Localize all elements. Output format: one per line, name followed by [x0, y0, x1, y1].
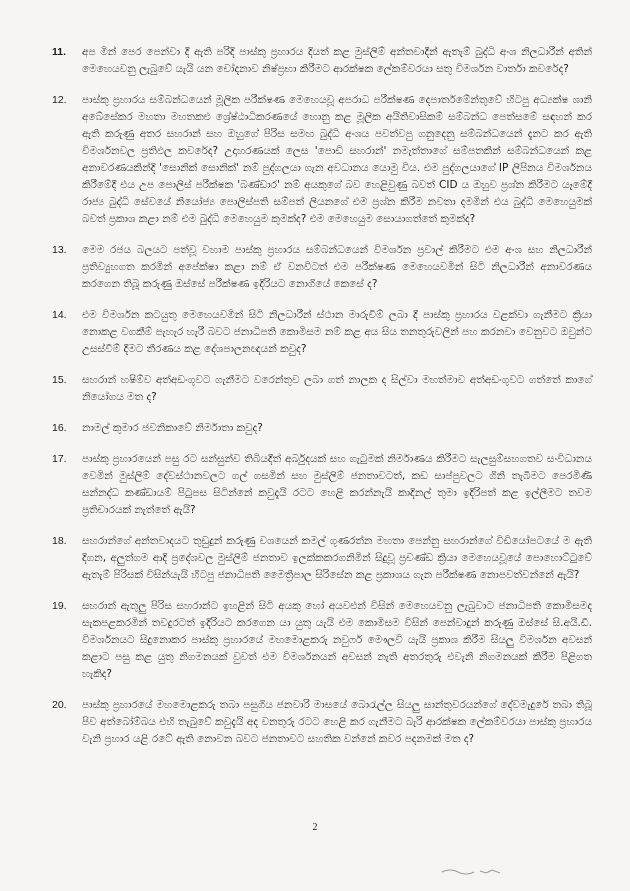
- question-item: [52, 242, 592, 293]
- scan-artifact-mark: [440, 866, 510, 876]
- question-text: පාස්කු ප්‍රහාරයේ මහමොළකරු තබා පසුගිය ජනවාරි මාසයේ බොරැල්ල සියලු සාන්තුවරයන්ගේ දේවමැදුරේ තබා තිබූ පිව අත්බෝම්බය එහි තැබුවේ කවුදැයි අද වනතුරු රටට හෙළි කර ගැනීමට බැරි ආරක්ෂක ලේකම්වරයා පාස්කු ප්‍රහාරය වැනි ප්‍රහාර යළි රටේ ඇති නොවන බවට ජනතාවට සහතික වන්නේ කවර පදනමක් මත ද?: [82, 699, 592, 745]
- question-number: 19.: [52, 600, 67, 612]
- question-text: එම විමර්ශන කටයුතු මෙහෙයවමින් සිටි නිලධාරීන් ස්ථාන මාරුවීම් ලබා දී පාස්කු ප්‍රහාරය වළක්වා ගැනීමට ක්‍රියා නොකළ වගකීම් පැහැර හැරී බවට ජනාධිපති කොමිසම නම් කළ අය සිය තනතුරුවලින් පහ කරනවා වෙනුවට ඔවුන්ට උසස්වීම් දීමට තීරණය කළ දේශපාලනඥයන් කවුද?: [82, 309, 592, 355]
- question-number: 17.: [52, 453, 67, 465]
- question-item: [52, 451, 592, 519]
- question-text: මෙම රජය බලයට පත්වූ වහාම පාස්කු ප්‍රහාරය සම්බන්ධයෙන් විමර්ශන ප්‍රවාල් කිරීමට එම අංශ සහ නිලධාරීන් ප්‍රතිව්‍යුහගත කරමින් අපේක්ෂා කළා නම් ඒ වනවිටත් එම පරීක්ෂණ මෙහෙයවමින් සිටි නිලධාරීන් අනාවරණය කරගෙන තිබූ කරුණු ඔස්සේ පරීක්ෂණ ඉදිරියට නොගියේ කෙසේ ද?: [82, 244, 592, 290]
- question-number: 13.: [52, 244, 67, 256]
- question-item: [52, 697, 592, 748]
- question-number: 15.: [52, 374, 67, 386]
- question-item: [52, 92, 592, 228]
- question-item: [52, 372, 592, 406]
- question-text: සහරාන් හෂිම්ව අත්අඩංගුවට ගැනීමට වරෙන්තුව ලබා ගත් නාලක ද සිල්වා මහත්මාව අත්අඩංගුවට ගත්තේ කාගේ නියෝගය මත ද?: [82, 374, 592, 403]
- question-number: 20.: [52, 699, 67, 711]
- question-item: [52, 44, 592, 78]
- page-number: 2: [312, 822, 318, 833]
- question-number: 18.: [52, 535, 67, 547]
- question-text: සහරාන් ඇතුලු පිරිස සහරාන්ට ඉහළින් සිටි අයකු හෝ අයවළුන් විසින් මෙහෙයවනු ලැබුවාට ජනාධිපති කොමිසමද සැකපළකරමින් තවදුරටත් ඉදිරියට කරගෙන යා යුතු යැයි එම කොමිසම විසින් පෙන්වාදුන් කරුණු ඔස්සේ සි.අයි.ඩී. විමර්ශනයට සිදුනොකර පාස්කු ප්‍රහාරයේ මහමොළකරු නවුෆර් මෞලවි යැයි ප්‍රකාශ කිරීම සියලු විමර්ශන අවසන් කළාට පසු කළ යුතු නිගමනයක් වුවත් එම විමර්ශනයන් අවසන් නැති අතරතුරු එවැනි නිගමනයක් කිරීම පිළිගත හැකිද?: [82, 600, 592, 680]
- question-number: 14.: [52, 309, 67, 321]
- question-text: නාමල් කුමාර ජවනිකාවේ නිර්මාතා කවුද?: [82, 422, 263, 434]
- question-item: [52, 533, 592, 584]
- question-item: [52, 598, 592, 683]
- question-number: 16.: [52, 422, 67, 434]
- question-text: සහරාන්ගේ අන්තවාදයට තුඩුදුන් කරුණු වශයෙන් කමල් ගුණරත්න මහතා පෙන්නු සහරාන්ගේ විඩියෝපටයේ ම ඇති දිගන, අලුත්ගම ආදි ප්‍රදේශවල මුස්ලිම් ජනතාව ඉලක්කකරගනිමින් සිදුවූ ප්‍රචණ්ඩ ක්‍රියා මෙහෙයවූයේ පොහොට්ටුවේ ඇතැම් පිරිසක් විසින්යැයි හිටපු ජනාධිපති මෛත්‍රිපාල සිරිසේන කළ ප්‍රකාශය ගැන පරීක්ෂණ නොපවත්වන්නේ ඇයි?: [82, 535, 592, 581]
- question-list: [52, 44, 592, 762]
- question-number: 12.: [52, 94, 67, 106]
- question-item: [52, 420, 592, 437]
- question-text: අප මින් පෙර පෙන්වා දී ඇති පරිදි පාස්කු ප්‍රහාරය දියත් කළ මුස්ලිම් අන්තවාදීන් ඇතැම් බුද්ධි අංශ නිලධාරීන් අතින් මෙහෙයවනු ලැබුවේ යැයි යන චෝදනාව නිෂ්ප්‍රභා කිරීමට ආරක්ෂක ලේකම්වරයා සතු විමර්ශන වාර්තා කවරේද?: [82, 46, 592, 75]
- question-item: [52, 307, 592, 358]
- question-number: 11.: [52, 46, 67, 58]
- question-text: පාස්කු ප්‍රහාරයෙන් පසු රට සන්සුන්ව තිබියදීත් අර්බුදයක් සහ ගැටුමක් නිර්මාණය කිරීමට සැලසුම්සහගතව සංවිධානය වෙමින් මුස්ලිම් දේවස්ථානවලට ගල් ගසමින් සහ මුස්ලිම් ජනතාවටත්, කඩ සාප්පුවලට ගිනි තැබීමට පෙරමිණි සන්නද්ධ කණ්ඩායම් පිටුපස සිටින්නේ කවුදැයි රටට හෙළි කරන්නැයි කාදිනල් තුමා ඉදිරිපත් කළ ඉල්ලීමට තවම ප්‍රතිචාරයක් නැත්තේ ඇයි?: [82, 453, 592, 516]
- question-text: පාස්කු ප්‍රහාරය සම්බන්ධයෙන් මූලික පරීක්ෂණ මෙහෙයවූ අපරාධ පරීක්ෂණ දෙපාර්තමේන්තුවේ හිටපු අධ්‍යක්ෂ ශානි අබේසේකර මහතා මහතකළු ශ්‍රේෂ්ඨාධිකරණයේ හොනු කළ මූලික අයිතිවාසිකම් සම්බන්ධ පෙත්සමේ සඳහන් කර ඇති කරුණු අතර සහරාන් සහ ඔහුගේ පිරිස සමඟ බුද්ධි අංශය පවත්වපු ගනුදෙනු සම්බන්ධයෙන් දැනට කර ඇති විමර්ශනවල ප්‍රතිඵල කවරේද? උදාහරණයක් ලෙස 'පොඩි සහරාන්' නමැත්තාගේ සම්පතකින් සම්බන්ධයෙන් කළ අනාවරණයකින්දි 'සොනික් සොනික්' නම් පුද්ගලයා ගැන අවධානය යොමු විය. එම පුද්ගලයාගේ IP ලිපිනය විමර්ශනය කිරීමේදී එය උප පොලිස් පරීක්ෂක 'බණ්ඩාර' නම් අයකුගේ බව හෙළිවුණු බවත් CID ය ඔහුව ප්‍රශ්න කිරීමට යෑමේදී රාජ්‍ය බුද්ධි සේවයේ නියෝජ්‍ය පොලිස්පති සම්පත් ලියනගේ එම ප්‍රශ්න කිරීම නවතා දමමින් එය බුද්ධි මෙහෙයුමක් බවත් ප්‍රකාශ කළා නම් එම බුද්ධි මෙහෙයුම කුමක්ද? එම මෙහෙයුම සොයාගත්තේ කුමක්ද?: [82, 94, 592, 225]
